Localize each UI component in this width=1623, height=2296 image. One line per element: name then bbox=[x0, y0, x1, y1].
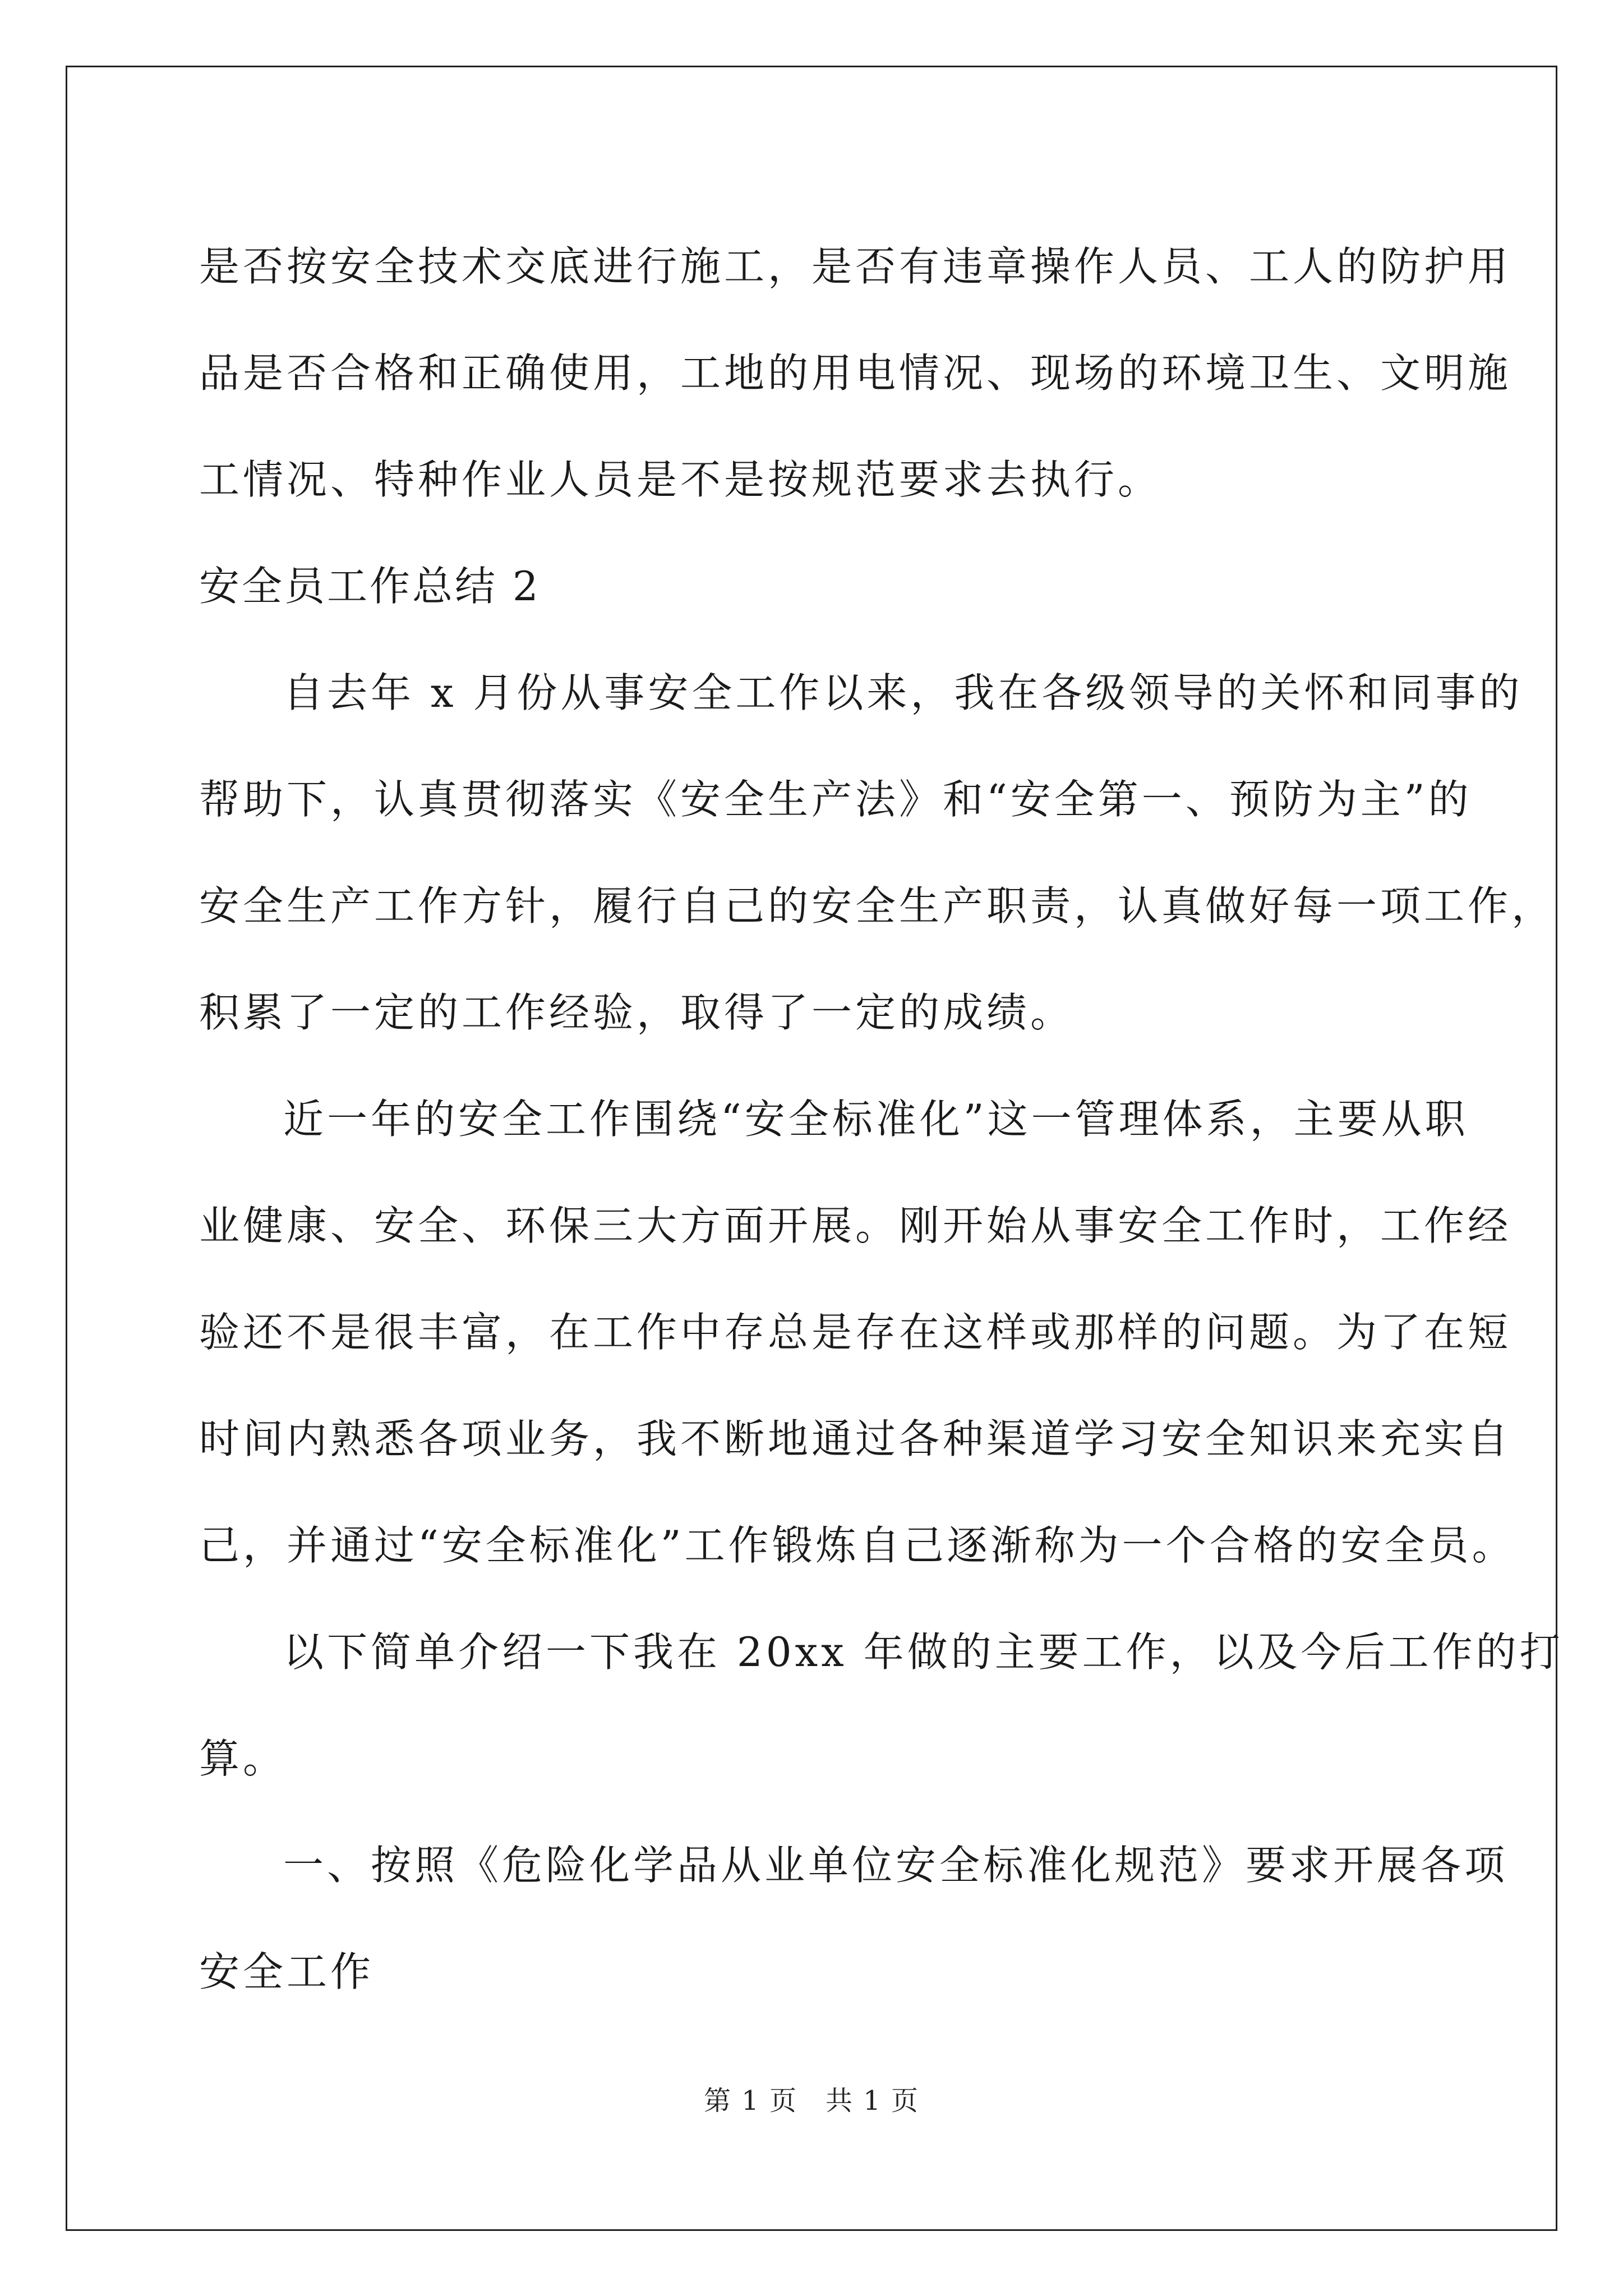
text-line: 己，并通过“安全标准化”工作锻炼自己逐渐称为一个合格的安全员。 bbox=[199, 1522, 1516, 1569]
text-line: 帮助下，认真贯彻落实《安全生产法》和“安全第一、预防为主”的 bbox=[199, 776, 1472, 823]
paragraph-first-line: 近一年的安全工作围绕“安全标准化”这一管理体系，主要从职 bbox=[283, 1096, 1469, 1143]
text-line: 业健康、安全、环保三大方面开展。刚开始从事安全工作时，工作经 bbox=[199, 1202, 1512, 1249]
page-number-footer: 第 1 页 共 1 页 bbox=[703, 2085, 920, 2116]
section-heading: 安全员工作总结 2 bbox=[199, 563, 541, 610]
text-line: 工情况、特种作业人员是不是按规范要求去执行。 bbox=[199, 456, 1162, 503]
text-line: 算。 bbox=[199, 1735, 287, 1782]
paragraph-first-line: 以下简单介绍一下我在 20xx 年做的主要工作，以及今后工作的打 bbox=[283, 1628, 1564, 1676]
paragraph-first-line: 自去年 x 月份从事安全工作以来，我在各级领导的关怀和同事的 bbox=[283, 669, 1523, 716]
paragraph-first-line: 一、按照《危险化学品从业单位安全标准化规范》要求开展各项 bbox=[283, 1842, 1509, 1889]
text-line: 安全工作 bbox=[199, 1948, 375, 1995]
document-body bbox=[199, 213, 1564, 2025]
text-line: 是否按安全技术交底进行施工，是否有违章操作人员、工人的防护用 bbox=[199, 243, 1512, 290]
text-line: 积累了一定的工作经验，取得了一定的成绩。 bbox=[199, 989, 1075, 1036]
text-line: 品是否合格和正确使用，工地的用电情况、现场的环境卫生、文明施 bbox=[199, 349, 1512, 397]
text-line: 时间内熟悉各项业务，我不断地通过各种渠道学习安全知识来充实自 bbox=[199, 1415, 1512, 1462]
text-line: 安全生产工作方针，履行自己的安全生产职责，认真做好每一项工作， bbox=[199, 882, 1556, 930]
text-line: 验还不是很丰富，在工作中存总是存在这样或那样的问题。为了在短 bbox=[199, 1309, 1512, 1356]
